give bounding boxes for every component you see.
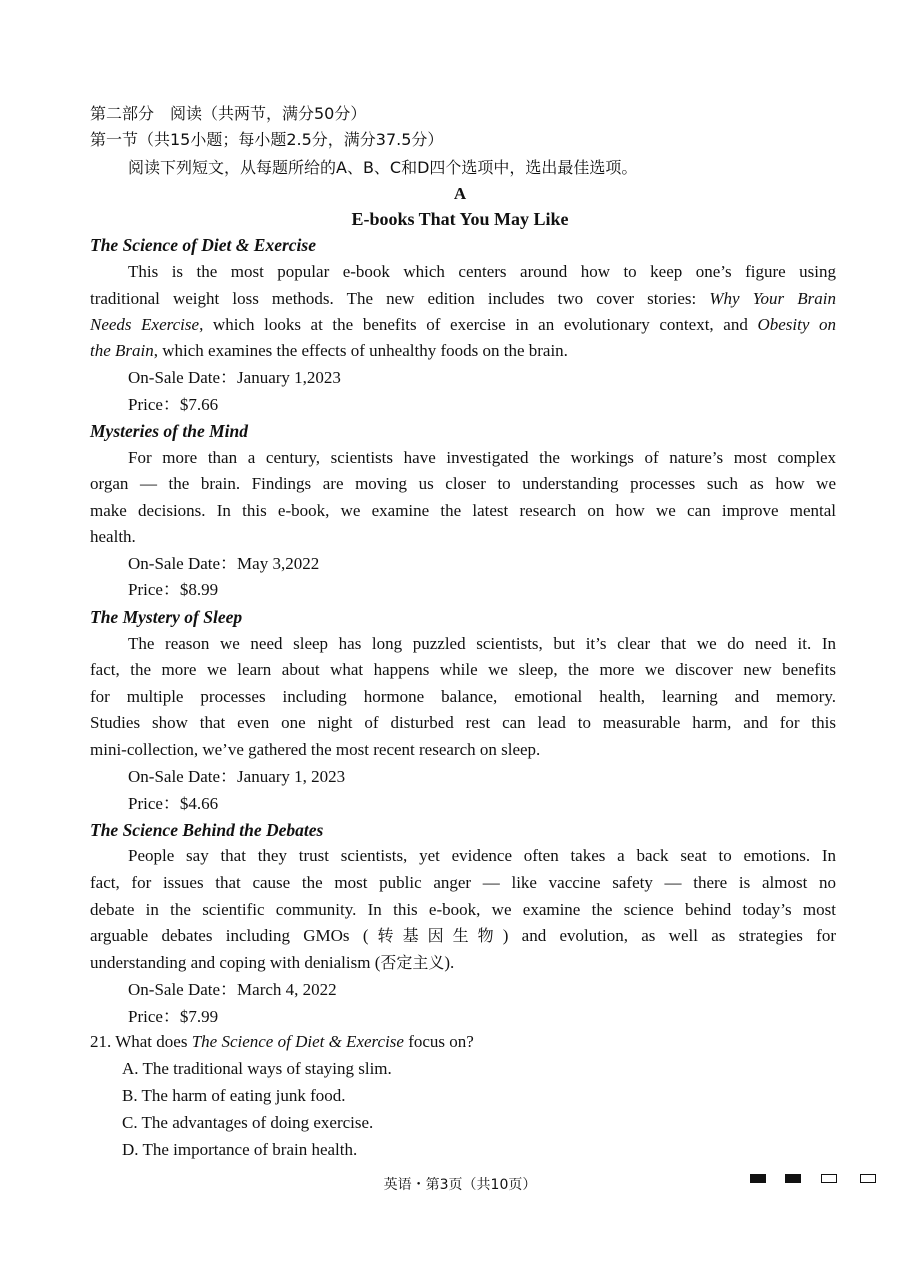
book-title: The Science of Diet & Exercise — [90, 235, 316, 255]
page-marker-filled — [785, 1174, 801, 1183]
price: Price：$8.99 — [128, 580, 219, 599]
book-desc-line: organ — the brain. Findings are moving us closer to understanding processes such as how we — [90, 474, 836, 493]
on-sale-date: On-Sale Date：March 4, 2022 — [128, 980, 337, 999]
book-desc-line: the Brain, which examines the effects of unhealthy foods on the brain. — [90, 341, 568, 360]
part-heading: 第二部分 阅读（共两节，满分50分） — [90, 104, 367, 123]
book-title: The Science Behind the Debates — [90, 820, 324, 840]
page-marker-filled — [750, 1174, 766, 1183]
page-marker-empty — [860, 1174, 876, 1183]
price: Price：$7.99 — [128, 1007, 219, 1026]
book-desc-line: mini-collection, we’ve gathered the most recent research on sleep. — [90, 740, 541, 759]
price: Price：$4.66 — [128, 794, 219, 813]
book-desc-line: traditional weight loss methods. The new edition includes two cover stories: Why Your Brain — [90, 289, 836, 308]
page-footer: 英语・第3页（共10页） — [383, 1177, 537, 1193]
option-b[interactable]: B. The harm of eating junk food. — [122, 1086, 346, 1105]
page-marker-empty — [821, 1174, 837, 1183]
section-heading: 第一节（共15小题；每小题2.5分，满分37.5分） — [90, 130, 444, 149]
option-c[interactable]: C. The advantages of doing exercise. — [122, 1113, 374, 1132]
book-desc-line: health. — [90, 527, 136, 546]
book-desc-line: understanding and coping with denialism (否定主义). — [90, 953, 455, 972]
option-a[interactable]: A. The traditional ways of staying slim. — [122, 1059, 392, 1078]
book-desc-line: make decisions. In this e-book, we examine the latest research on how we can improve mental — [90, 501, 836, 520]
book-desc-line: This is the most popular e-book which centers around how to keep one’s figure using — [128, 262, 836, 281]
price: Price：$7.66 — [128, 395, 219, 414]
passage-title: E-books That You May Like — [351, 209, 569, 229]
book-title: The Mystery of Sleep — [90, 607, 243, 627]
book-desc-line: debate in the scientific community. In this e-book, we examine the science behind today’s most — [90, 900, 836, 919]
book-desc-line: Studies show that even one night of disturbed rest can lead to measurable harm, and for this — [90, 713, 836, 732]
instruction-text: 阅读下列短文，从每题所给的A、B、C和D四个选项中，选出最佳选项。 — [128, 158, 638, 177]
book-desc-line: People say that they trust scientists, yet evidence often takes a back seat to emotions. In — [128, 846, 836, 865]
book-desc-line: fact, the more we learn about what happens while we sleep, the more we discover new benefits — [90, 660, 836, 679]
passage-label: A — [453, 184, 467, 203]
book-desc-line: for multiple processes including hormone balance, emotional health, learning and memory. — [90, 687, 836, 706]
book-desc-line: fact, for issues that cause the most public anger — like vaccine safety — there is almost no — [90, 873, 836, 892]
on-sale-date: On-Sale Date：January 1, 2023 — [128, 767, 346, 786]
on-sale-date: On-Sale Date：May 3,2022 — [128, 554, 320, 573]
book-desc-line: Needs Exercise, which looks at the benefits of exercise in an evolutionary context, and Obesity on — [90, 315, 837, 334]
book-title: Mysteries of the Mind — [90, 421, 248, 441]
book-desc-line: arguable debates including GMOs (转基因生物) and evolution, as well as strategies for — [90, 926, 836, 945]
question-stem: 21. What does The Science of Diet & Exercise focus on? — [90, 1032, 474, 1051]
on-sale-date: On-Sale Date：January 1,2023 — [128, 368, 341, 387]
option-d[interactable]: D. The importance of brain health. — [122, 1140, 358, 1159]
book-desc-line: The reason we need sleep has long puzzled scientists, but it’s clear that we do need it. In — [128, 634, 836, 653]
book-desc-line: For more than a century, scientists have investigated the workings of nature’s most complex — [128, 448, 836, 467]
